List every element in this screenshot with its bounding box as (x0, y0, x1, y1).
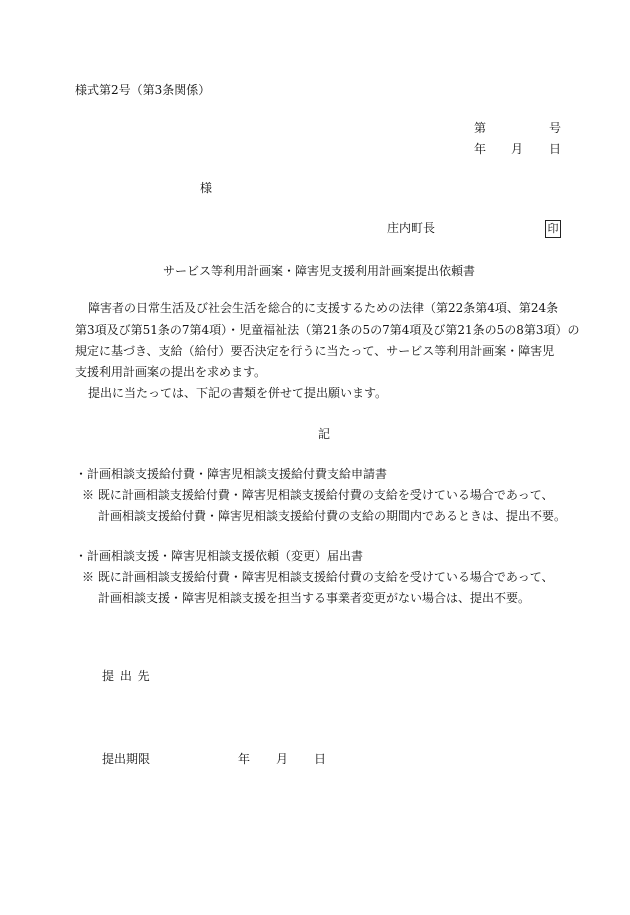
item-note: ※ 既に計画相談支援給付費・障害児相談支援給付費の支給を受けている場合であって、 (82, 488, 554, 502)
item-note: 計画相談支援・障害児相談支援を担当する事業者変更がない場合は、提出不要。 (98, 591, 531, 605)
form-label: 様式第2号（第3条関係） (75, 83, 211, 97)
deadline-day: 日 (314, 752, 327, 766)
number-suffix: 号 (549, 121, 562, 135)
item-note: ※ 既に計画相談支援給付費・障害児相談支援給付費の支給を受けている場合であって、 (82, 570, 554, 584)
ki-heading: 記 (318, 427, 331, 441)
date-month: 月 (511, 142, 524, 156)
item-note: 計画相談支援給付費・障害児相談支援給付費の支給の期間内であるときは、提出不要。 (98, 509, 567, 523)
number-prefix: 第 (474, 121, 487, 135)
submission-destination-label: 提 出 先 (102, 669, 151, 683)
seal-stamp: 印 (545, 220, 561, 238)
body-line: 第3項及び第51条の7第4項）・児童福祉法（第21条の5の7第4項及び第21条の5の8第3項）の (75, 323, 580, 337)
submission-deadline-label: 提出期限 (102, 752, 151, 766)
issuer-name: 庄内町長 (387, 221, 436, 235)
item-title: ・計画相談支援給付費・障害児相談支援給付費支給申請書 (75, 467, 388, 481)
body-line: 提出に当たっては、下記の書類を併せて提出願います。 (88, 386, 388, 400)
body-line: 障害者の日常生活及び社会生活を総合的に支援するための法律（第22条第4項、第24条 (88, 301, 559, 315)
document-title: サービス等利用計画案・障害児支援利用計画案提出依頼書 (163, 264, 476, 278)
item-title: ・計画相談支援・障害児相談支援依頼（変更）届出書 (75, 549, 364, 563)
body-line: 規定に基づき、支給（給付）要否決定を行うに当たって、サービス等利用計画案・障害児 (75, 344, 555, 358)
deadline-year: 年 (238, 752, 251, 766)
body-line: 支援利用計画案の提出を求めます。 (75, 365, 267, 379)
deadline-month: 月 (276, 752, 289, 766)
addressee-suffix: 様 (200, 181, 213, 195)
date-year: 年 (474, 142, 487, 156)
date-day: 日 (549, 142, 562, 156)
